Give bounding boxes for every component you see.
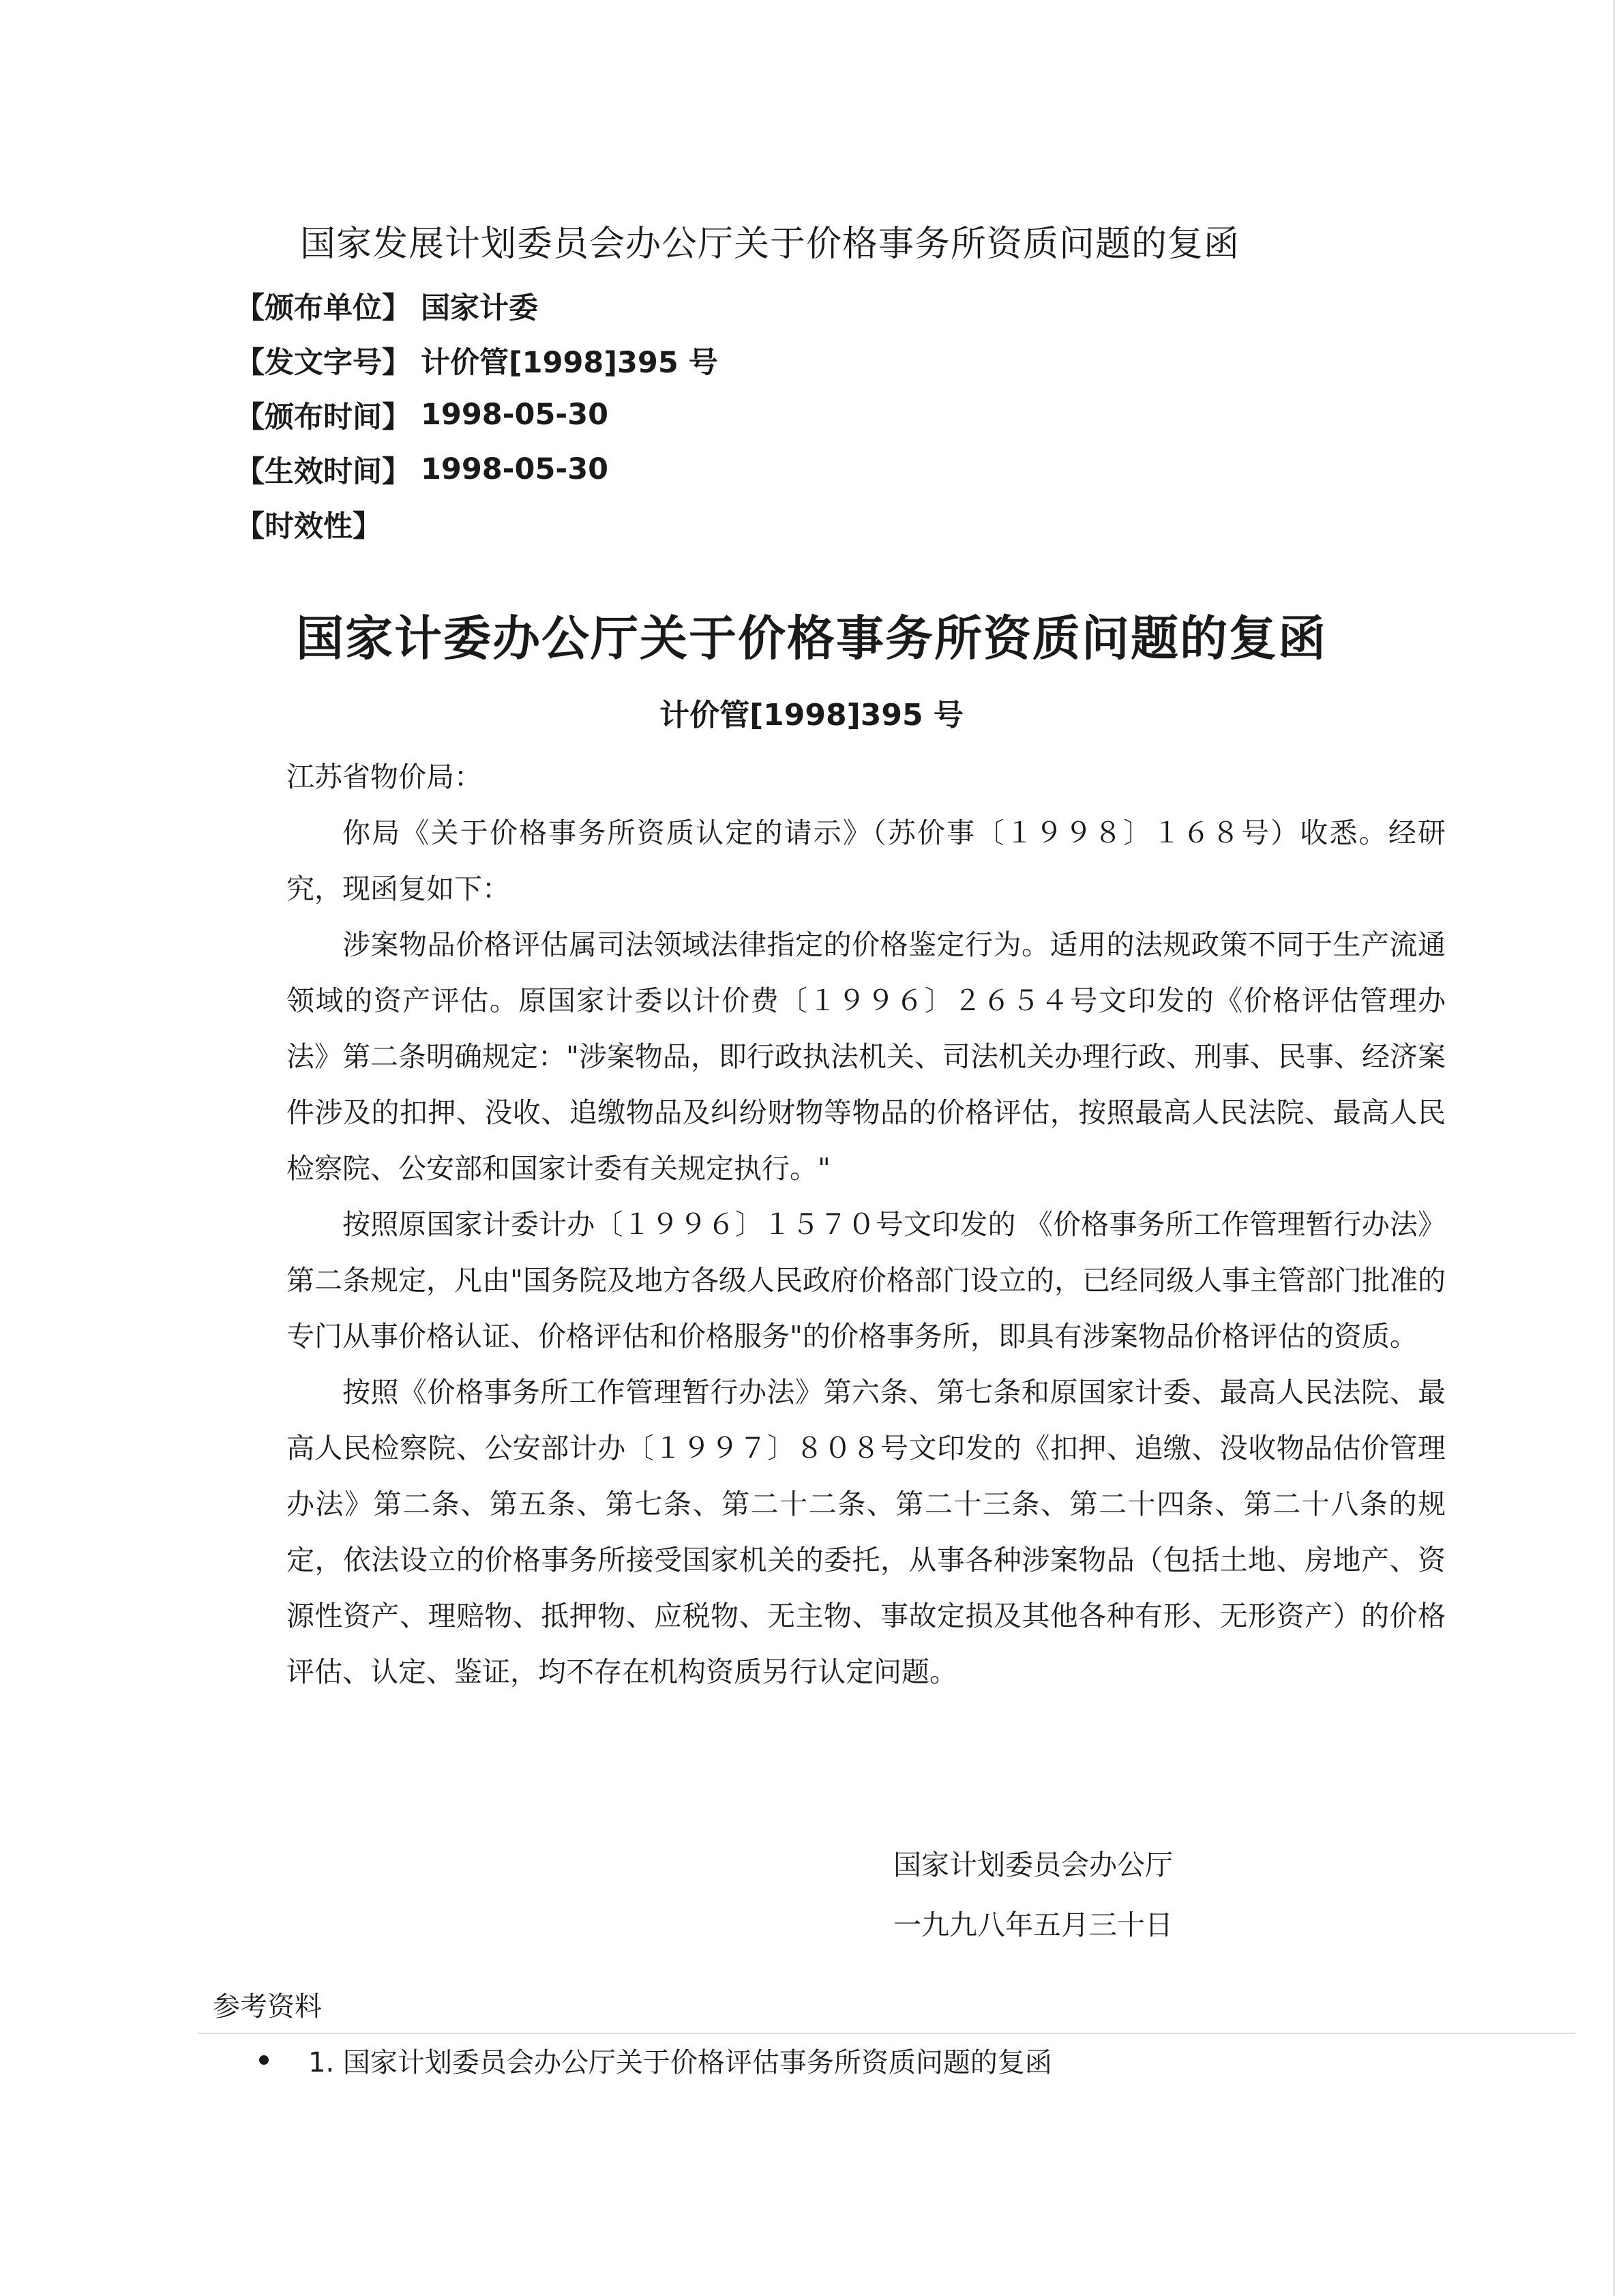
meta-label: 【颁布单位】 — [235, 291, 411, 325]
meta-value: 国家计委 — [421, 291, 538, 325]
meta-row-validity — [235, 497, 718, 551]
meta-row-effective-date — [235, 442, 718, 497]
document-body — [286, 749, 1446, 1700]
scan-edge-divider — [1613, 0, 1615, 2296]
reference-link[interactable]: 1. 国家计划委员会办公厅关于价格评估事务所资质问题的复函 — [308, 2046, 1052, 2078]
references-heading: 参考资料 — [213, 1991, 322, 2022]
meta-label: 【时效性】 — [235, 509, 382, 544]
signature-issuer: 国家计划委员会办公厅 — [893, 1849, 1173, 1881]
meta-row-doc-number — [235, 333, 718, 387]
bullet-icon — [259, 2055, 269, 2065]
body-paragraph: 按照《价格事务所工作管理暂行办法》第六条、第七条和原国家计委、最高人民法院、最高人民检察院、公安部计办〔１９９７〕８０８号文印发的《扣押、追缴、没收物品估价管理办法》第二条、第五条、第七条、第二十二条、第二十三条、第二十四条、第二十八条的规定，依法设立的价格事务所接受国家机关的委托，从事各种涉案物品（包括土地、房地产、资源性资产、理赔物、抵押物、应税物、无主物、事故定损及其他各种有形、无形资产）的价格评估、认定、鉴证，均不存在机构资质另行认定问题。 — [286, 1376, 1446, 1688]
metadata-block — [235, 278, 718, 551]
references-list — [259, 2036, 1052, 2084]
meta-value: 1998-05-30 — [421, 452, 609, 486]
page-title: 国家发展计划委员会办公厅关于价格事务所资质问题的复函 — [300, 224, 1240, 265]
meta-row-issue-date — [235, 387, 718, 442]
signature-block — [893, 1835, 1173, 1955]
body-paragraph: 按照原国家计委计办〔１９９６〕１５７０号文印发的 《价格事务所工作管理暂行办法》第二条规定，凡由"国务院及地方各级人民政府价格部门设立的，已经同级人事主管部门批准的专门从事价格认证、价格评估和价格服务"的价格事务所，即具有涉案物品价格评估的资质。 — [286, 1208, 1446, 1353]
meta-value: 计价管[1998]395 号 — [421, 345, 718, 380]
body-paragraph: 你局《关于价格事务所资质认定的请示》（苏价事〔１９９８〕１６８号）收悉。经研究，现函复如下： — [286, 816, 1446, 905]
meta-label: 【发文字号】 — [235, 345, 411, 380]
meta-row-issuer — [235, 278, 718, 333]
list-item — [259, 2036, 1052, 2084]
salutation: 江苏省物价局： — [286, 761, 482, 793]
document-title: 国家计委办公厅关于价格事务所资质问题的复函 — [296, 610, 1327, 666]
signature-date: 一九九八年五月三十日 — [893, 1909, 1173, 1941]
body-paragraph: 涉案物品价格评估属司法领域法律指定的价格鉴定行为。适用的法规政策不同于生产流通领域的资产评估。原国家计委以计价费〔１９９６〕２６５４号文印发的《价格评估管理办法》第二条明确规定："涉案物品，即行政执法机关、司法机关办理行政、刑事、民事、经济案件涉及的扣押、没收、追缴物品及纠纷财物等物品的价格评估，按照最高人民法院、最高人民检察院、公安部和国家计委有关规定执行。" — [286, 928, 1446, 1185]
document-number: 计价管[1998]395 号 — [659, 698, 964, 733]
meta-value: 1998-05-30 — [421, 398, 609, 432]
references-divider — [198, 2033, 1575, 2034]
meta-label: 【生效时间】 — [235, 454, 411, 489]
meta-label: 【颁布时间】 — [235, 400, 411, 435]
